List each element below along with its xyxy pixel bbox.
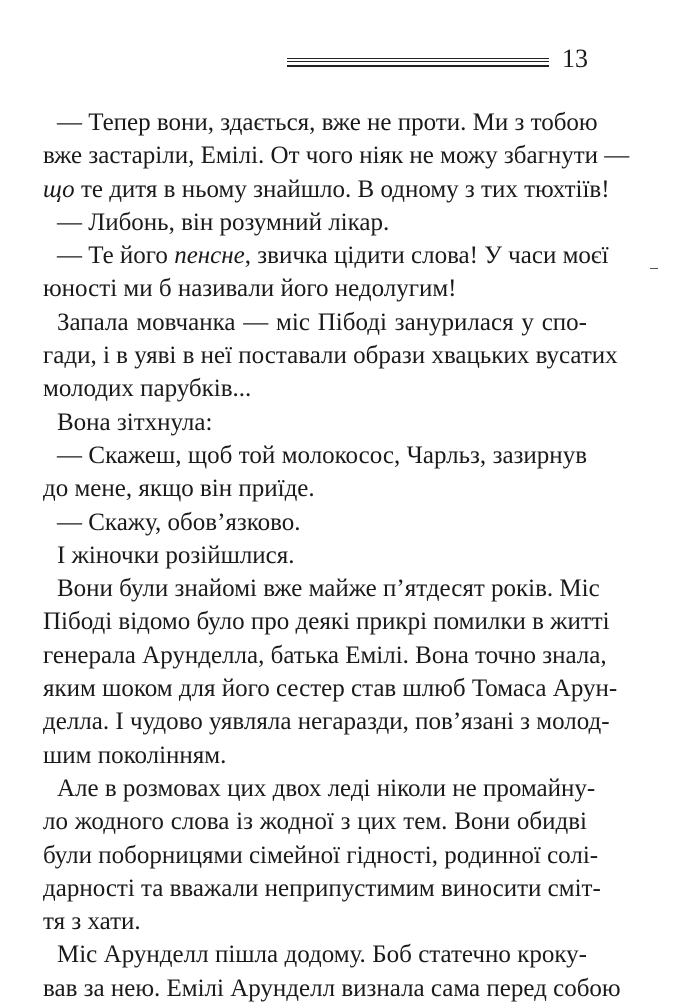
text-line: — Скажеш, щоб той молокосос, Чарльз, зазирнув: [57, 441, 587, 469]
text-line: Вона зітхнула:: [57, 408, 213, 436]
text-line: [43, 173, 610, 206]
text-span: те дитя в ньому знайшло. В одному з тих тюхтіїв!: [74, 175, 610, 203]
italic-word: що: [43, 175, 75, 203]
text-line: вав за нею. Емілі Арунделл визнала сама перед собою: [43, 974, 621, 1002]
page-number: 13: [562, 44, 588, 73]
text-line: юності ми б називали його недолугим!: [43, 275, 457, 303]
text-line: — Тепер вони, здається, вже не проти. Ми з тобою: [57, 109, 598, 136]
margin-mark: [650, 268, 658, 269]
text-line: шим поколінням.: [43, 741, 227, 769]
text-line: яким шоком для його сестер став шлюб Томаса Арун-: [43, 675, 618, 703]
text-line: молодих парубків...: [43, 375, 252, 403]
text-line: до мене, якщо він приїде.: [43, 475, 315, 503]
text-line: ло жодного слова із жодної з цих тем. Вони обидві: [43, 808, 587, 836]
text-line: [57, 239, 609, 272]
italic-word: пенсне: [174, 242, 245, 270]
header-rule: [287, 58, 549, 67]
text-line: І жіночки розійшлися.: [57, 541, 295, 569]
text-span: — Те його: [57, 242, 175, 270]
text-line: — Либонь, він розумний лікар.: [57, 208, 390, 236]
text-line: гади, і в уяві в неї поставали образи хвацьких вусатих: [43, 342, 618, 370]
text-line: — Скажу, обов’язково.: [57, 508, 301, 536]
text-line: Пібоді відомо було про деякі прикрі помилки в житті: [43, 608, 610, 636]
text-line: делла. І чудово уявляла негаразди, пов’язані з молод-: [43, 708, 610, 736]
text-line: Міс Арунделл пішла додому. Боб статечно кроку-: [57, 941, 587, 969]
text-span: , звичка цідити слова! У часи моєї: [244, 242, 609, 270]
text-line: вже застаріли, Емілі. От чого ніяк не можу збагнути —: [43, 142, 630, 170]
text-line: дарності та вважали неприпустимим виносити сміт-: [43, 874, 601, 902]
text-line: тя з хати.: [43, 908, 141, 936]
text-line: генерала Арунделла, батька Емілі. Вона точно знала,: [43, 641, 607, 669]
text-line: Вони були знайомі вже майже п’ятдесят років. Міс: [57, 575, 600, 603]
text-line: Запала мовчанка — міс Пібоді занурилася у спо-: [57, 308, 587, 336]
text-line: були поборницями сімейної гідності, родинної солі-: [43, 841, 599, 869]
body-text: [43, 106, 630, 1005]
text-line: Але в розмовах цих двох леді ніколи не промайну-: [57, 774, 596, 802]
